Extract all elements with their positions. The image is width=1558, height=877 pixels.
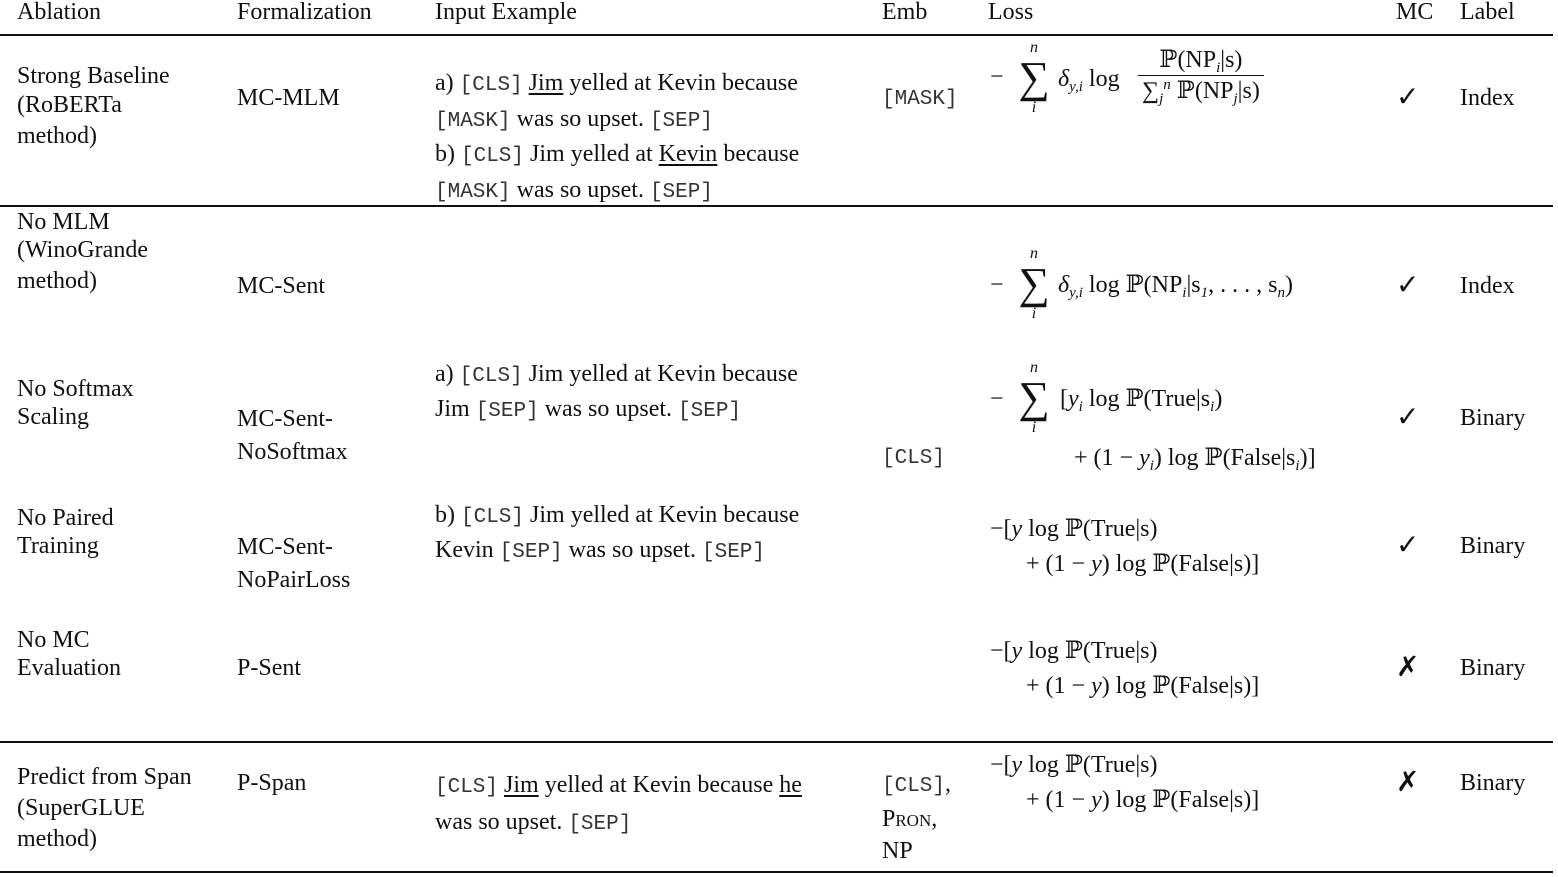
token-text: [SEP]	[568, 813, 632, 836]
formalization-line: MC-Sent-	[237, 406, 333, 432]
loss-prefix	[1058, 64, 1120, 94]
text-segment: i	[1182, 285, 1187, 301]
label-cell: Binary	[1460, 533, 1526, 559]
ablation-line: (WinoGrande	[17, 237, 148, 263]
ablation-line: (SuperGLUE	[17, 795, 145, 821]
formalization-line: NoPairLoss	[237, 567, 351, 593]
row-divider	[0, 741, 1553, 743]
formalization-cell: P-Span	[237, 770, 307, 796]
sum-upper: n	[1030, 245, 1038, 262]
token-text: [SEP]	[475, 400, 539, 423]
loss-line	[1074, 443, 1316, 473]
sum-lower: i	[1031, 305, 1037, 322]
ablation-line: Training	[17, 533, 99, 559]
ablation-cell	[17, 626, 121, 682]
ablation-line: Predict from Span	[17, 764, 192, 790]
text-segment: yelled at Kevin because	[538, 772, 780, 798]
text-segment: ,	[945, 771, 952, 797]
ablation-line: Scaling	[17, 404, 89, 430]
text-segment: y	[1011, 638, 1023, 664]
ablation-line: No MLM	[17, 209, 110, 235]
text-segment: )	[1284, 272, 1293, 298]
token-text: [CLS]	[882, 775, 946, 798]
mc-cross-icon: ✗	[1396, 652, 1420, 683]
text-segment: log ℙ(True|s)	[1022, 752, 1158, 778]
text-segment: |s)	[1237, 78, 1260, 104]
text-segment: −[	[990, 638, 1012, 664]
text-segment: Jim yelled at Kevin because	[522, 361, 798, 387]
text-line	[882, 803, 951, 835]
text-segment: b)	[435, 502, 461, 528]
text-segment: ) log ℙ(False|s)]	[1101, 551, 1260, 577]
text-segment: ℙ(NP	[1170, 78, 1234, 104]
loss-line	[1060, 384, 1222, 414]
token-text: [CLS]	[435, 776, 499, 799]
text-segment: + (1 −	[1074, 445, 1140, 471]
token-text: [SEP]	[649, 180, 713, 204]
text-segment: y,i	[1069, 285, 1083, 301]
header-loss: Loss	[988, 0, 1034, 25]
text-segment: 1	[1200, 285, 1209, 301]
text-line	[435, 67, 799, 103]
text-segment: n	[1163, 77, 1171, 93]
text-segment: a)	[435, 361, 460, 387]
input-example-cell	[435, 768, 802, 842]
loss-line	[990, 514, 1158, 544]
token-text: [MASK]	[435, 180, 511, 204]
fraction-numerator	[1138, 45, 1264, 76]
loss-line	[990, 636, 1158, 666]
label-cell: Binary	[1460, 655, 1526, 681]
loss-line	[1026, 785, 1259, 815]
label-cell: Index	[1460, 273, 1515, 299]
label-cell: Index	[1460, 85, 1515, 111]
text-segment: NP	[882, 838, 913, 864]
text-segment: was so upset.	[435, 809, 569, 835]
text-segment: y	[1068, 386, 1079, 412]
mc-check-icon: ✓	[1396, 82, 1420, 113]
text-segment: j	[1159, 91, 1164, 107]
text-segment: y	[1011, 516, 1023, 542]
text-segment: log ℙ(True|s	[1082, 386, 1211, 412]
ablation-line: (RoBERTa	[17, 92, 122, 118]
ablation-line: No Softmax	[17, 376, 134, 402]
text-segment: log ℙ(True|s)	[1022, 516, 1158, 542]
text-segment: i	[1210, 399, 1215, 415]
input-example-cell	[435, 358, 798, 428]
text-segment: |s	[1186, 272, 1201, 298]
text-segment: ) log ℙ(False|s	[1153, 445, 1296, 471]
ablation-line: method)	[17, 123, 97, 149]
formalization-cell: MC-Sent	[237, 273, 326, 299]
text-segment: was so upset.	[510, 105, 650, 132]
sum-upper: n	[1030, 359, 1038, 376]
text-segment: Jim yelled at	[524, 141, 659, 167]
text-line	[882, 835, 951, 867]
text-segment: n	[1277, 285, 1285, 301]
minus-sign: −	[990, 272, 1004, 298]
text-segment: i	[1149, 458, 1154, 474]
text-line	[435, 534, 799, 569]
ablation-line: Evaluation	[17, 655, 121, 681]
text-segment: a)	[435, 70, 460, 96]
text-segment: + (1 −	[1026, 787, 1092, 813]
text-segment: y,i	[1069, 79, 1083, 95]
formalization-cell: P-Sent	[237, 655, 302, 681]
text-segment: )	[1214, 386, 1223, 412]
text-segment: was so upset.	[562, 537, 702, 563]
formalization-line: MC-Sent-	[237, 534, 333, 560]
ablation-line: No Paired	[17, 505, 114, 531]
ablation-line: Strong Baseline	[17, 63, 170, 89]
text-line	[435, 358, 798, 393]
text-segment: i	[1216, 60, 1221, 76]
text-segment: [	[1060, 386, 1068, 412]
text-segment: j	[1233, 91, 1238, 107]
text-segment: ) log ℙ(False|s)]	[1101, 787, 1260, 813]
emb-cell	[882, 768, 951, 867]
text-line	[435, 103, 799, 139]
fraction-denominator	[1138, 76, 1264, 106]
text-segment: Kevin	[435, 537, 500, 563]
text-segment: i	[1078, 399, 1083, 415]
minus-sign: −	[990, 386, 1004, 412]
formalization-line: NoSoftmax	[237, 439, 348, 465]
sum-upper: n	[1030, 39, 1038, 56]
header-input-example: Input Example	[435, 0, 577, 25]
text-segment: Kevin	[658, 141, 718, 167]
header-emb: Emb	[882, 0, 928, 25]
text-segment: because	[717, 141, 800, 167]
text-segment: δ	[1058, 272, 1070, 298]
ablation-cell	[17, 61, 170, 151]
formalization-cell	[237, 403, 348, 469]
text-segment: ∑	[1142, 78, 1160, 104]
token-text: [SEP]	[702, 541, 766, 564]
formalization-cell: MC-MLM	[237, 85, 340, 111]
label-cell: Binary	[1460, 770, 1526, 796]
sum-lower: i	[1031, 419, 1037, 436]
text-line	[435, 174, 799, 210]
text-segment: ) log ℙ(False|s)]	[1101, 673, 1260, 699]
mc-cross-icon: ✗	[1396, 767, 1420, 798]
text-segment: i	[1295, 458, 1300, 474]
text-segment: −[	[990, 752, 1012, 778]
text-segment: b)	[435, 141, 461, 167]
emb-cell: [CLS]	[882, 447, 946, 470]
loss-line	[1058, 270, 1293, 300]
text-segment: y	[1091, 551, 1102, 577]
text-line	[435, 138, 799, 174]
text-segment: + (1 −	[1026, 673, 1092, 699]
sum-symbol: ∑	[1018, 259, 1050, 308]
text-segment: y	[1091, 787, 1102, 813]
text-segment: Jim yelled at Kevin because	[524, 502, 800, 528]
ablation-line: method)	[17, 268, 97, 294]
ablation-cell	[17, 762, 192, 855]
text-segment: |s)	[1220, 47, 1243, 73]
text-segment: Jim	[528, 70, 564, 96]
text-segment: log ℙ(NP	[1082, 272, 1183, 298]
label-cell: Binary	[1460, 405, 1526, 431]
token-text: [CLS]	[461, 506, 525, 529]
header-mc: MC	[1396, 0, 1434, 25]
formalization-cell	[237, 531, 350, 597]
ablation-cell	[17, 208, 148, 295]
text-line	[882, 768, 951, 803]
token-text: [CLS]	[459, 74, 523, 97]
text-segment: y	[1011, 752, 1023, 778]
text-segment: + (1 −	[1026, 551, 1092, 577]
header-rule	[0, 34, 1553, 36]
header-ablation: Ablation	[17, 0, 101, 25]
token-text: [CLS]	[461, 145, 525, 168]
text-segment: y	[1091, 673, 1102, 699]
text-line	[435, 393, 798, 428]
text-segment: δ	[1058, 66, 1070, 92]
text-segment: ,	[931, 806, 938, 832]
emb-cell: [MASK]	[882, 88, 958, 111]
text-segment: log ℙ(True|s)	[1022, 638, 1158, 664]
loss-line	[990, 750, 1158, 780]
token-text: [SEP]	[678, 400, 742, 423]
ablation-line: method)	[17, 826, 97, 852]
input-example-cell	[435, 499, 799, 569]
text-segment: he	[779, 772, 802, 798]
text-segment: −[	[990, 516, 1012, 542]
token-text: [MASK]	[435, 109, 511, 133]
text-segment: ℙ(NP	[1159, 47, 1217, 73]
token-text: [SEP]	[649, 109, 713, 133]
loss-line	[1026, 671, 1259, 701]
mc-check-icon: ✓	[1396, 402, 1420, 433]
token-text: [SEP]	[499, 541, 563, 564]
text-segment: was so upset.	[538, 396, 679, 422]
input-example-cell	[435, 67, 799, 209]
text-segment: Jim	[504, 772, 539, 798]
loss-line	[1026, 549, 1259, 579]
sum-lower: i	[1031, 99, 1037, 116]
text-segment: was so upset.	[510, 176, 650, 203]
header-formalization: Formalization	[237, 0, 372, 25]
text-segment: )]	[1299, 445, 1316, 471]
text-segment: , . . . , s	[1208, 272, 1278, 298]
text-segment: log	[1082, 66, 1120, 92]
mc-check-icon: ✓	[1396, 270, 1420, 301]
text-line	[435, 805, 802, 842]
sum-symbol: ∑	[1018, 373, 1050, 422]
ablation-cell	[17, 375, 134, 431]
text-segment: Jim	[435, 396, 476, 422]
fraction	[1138, 45, 1264, 106]
text-line	[435, 499, 799, 534]
minus-sign: −	[990, 64, 1004, 90]
header-label: Label	[1460, 0, 1515, 25]
text-segment: y	[1139, 445, 1150, 471]
text-segment: Pron	[882, 806, 932, 832]
text-segment: yelled at Kevin because	[563, 70, 798, 96]
mc-check-icon: ✓	[1396, 530, 1420, 561]
token-text: [CLS]	[459, 365, 523, 388]
text-line	[435, 768, 802, 805]
sum-symbol: ∑	[1018, 53, 1050, 102]
ablation-cell	[17, 504, 114, 560]
bottom-rule	[0, 871, 1553, 873]
ablation-line: No MC	[17, 627, 90, 653]
